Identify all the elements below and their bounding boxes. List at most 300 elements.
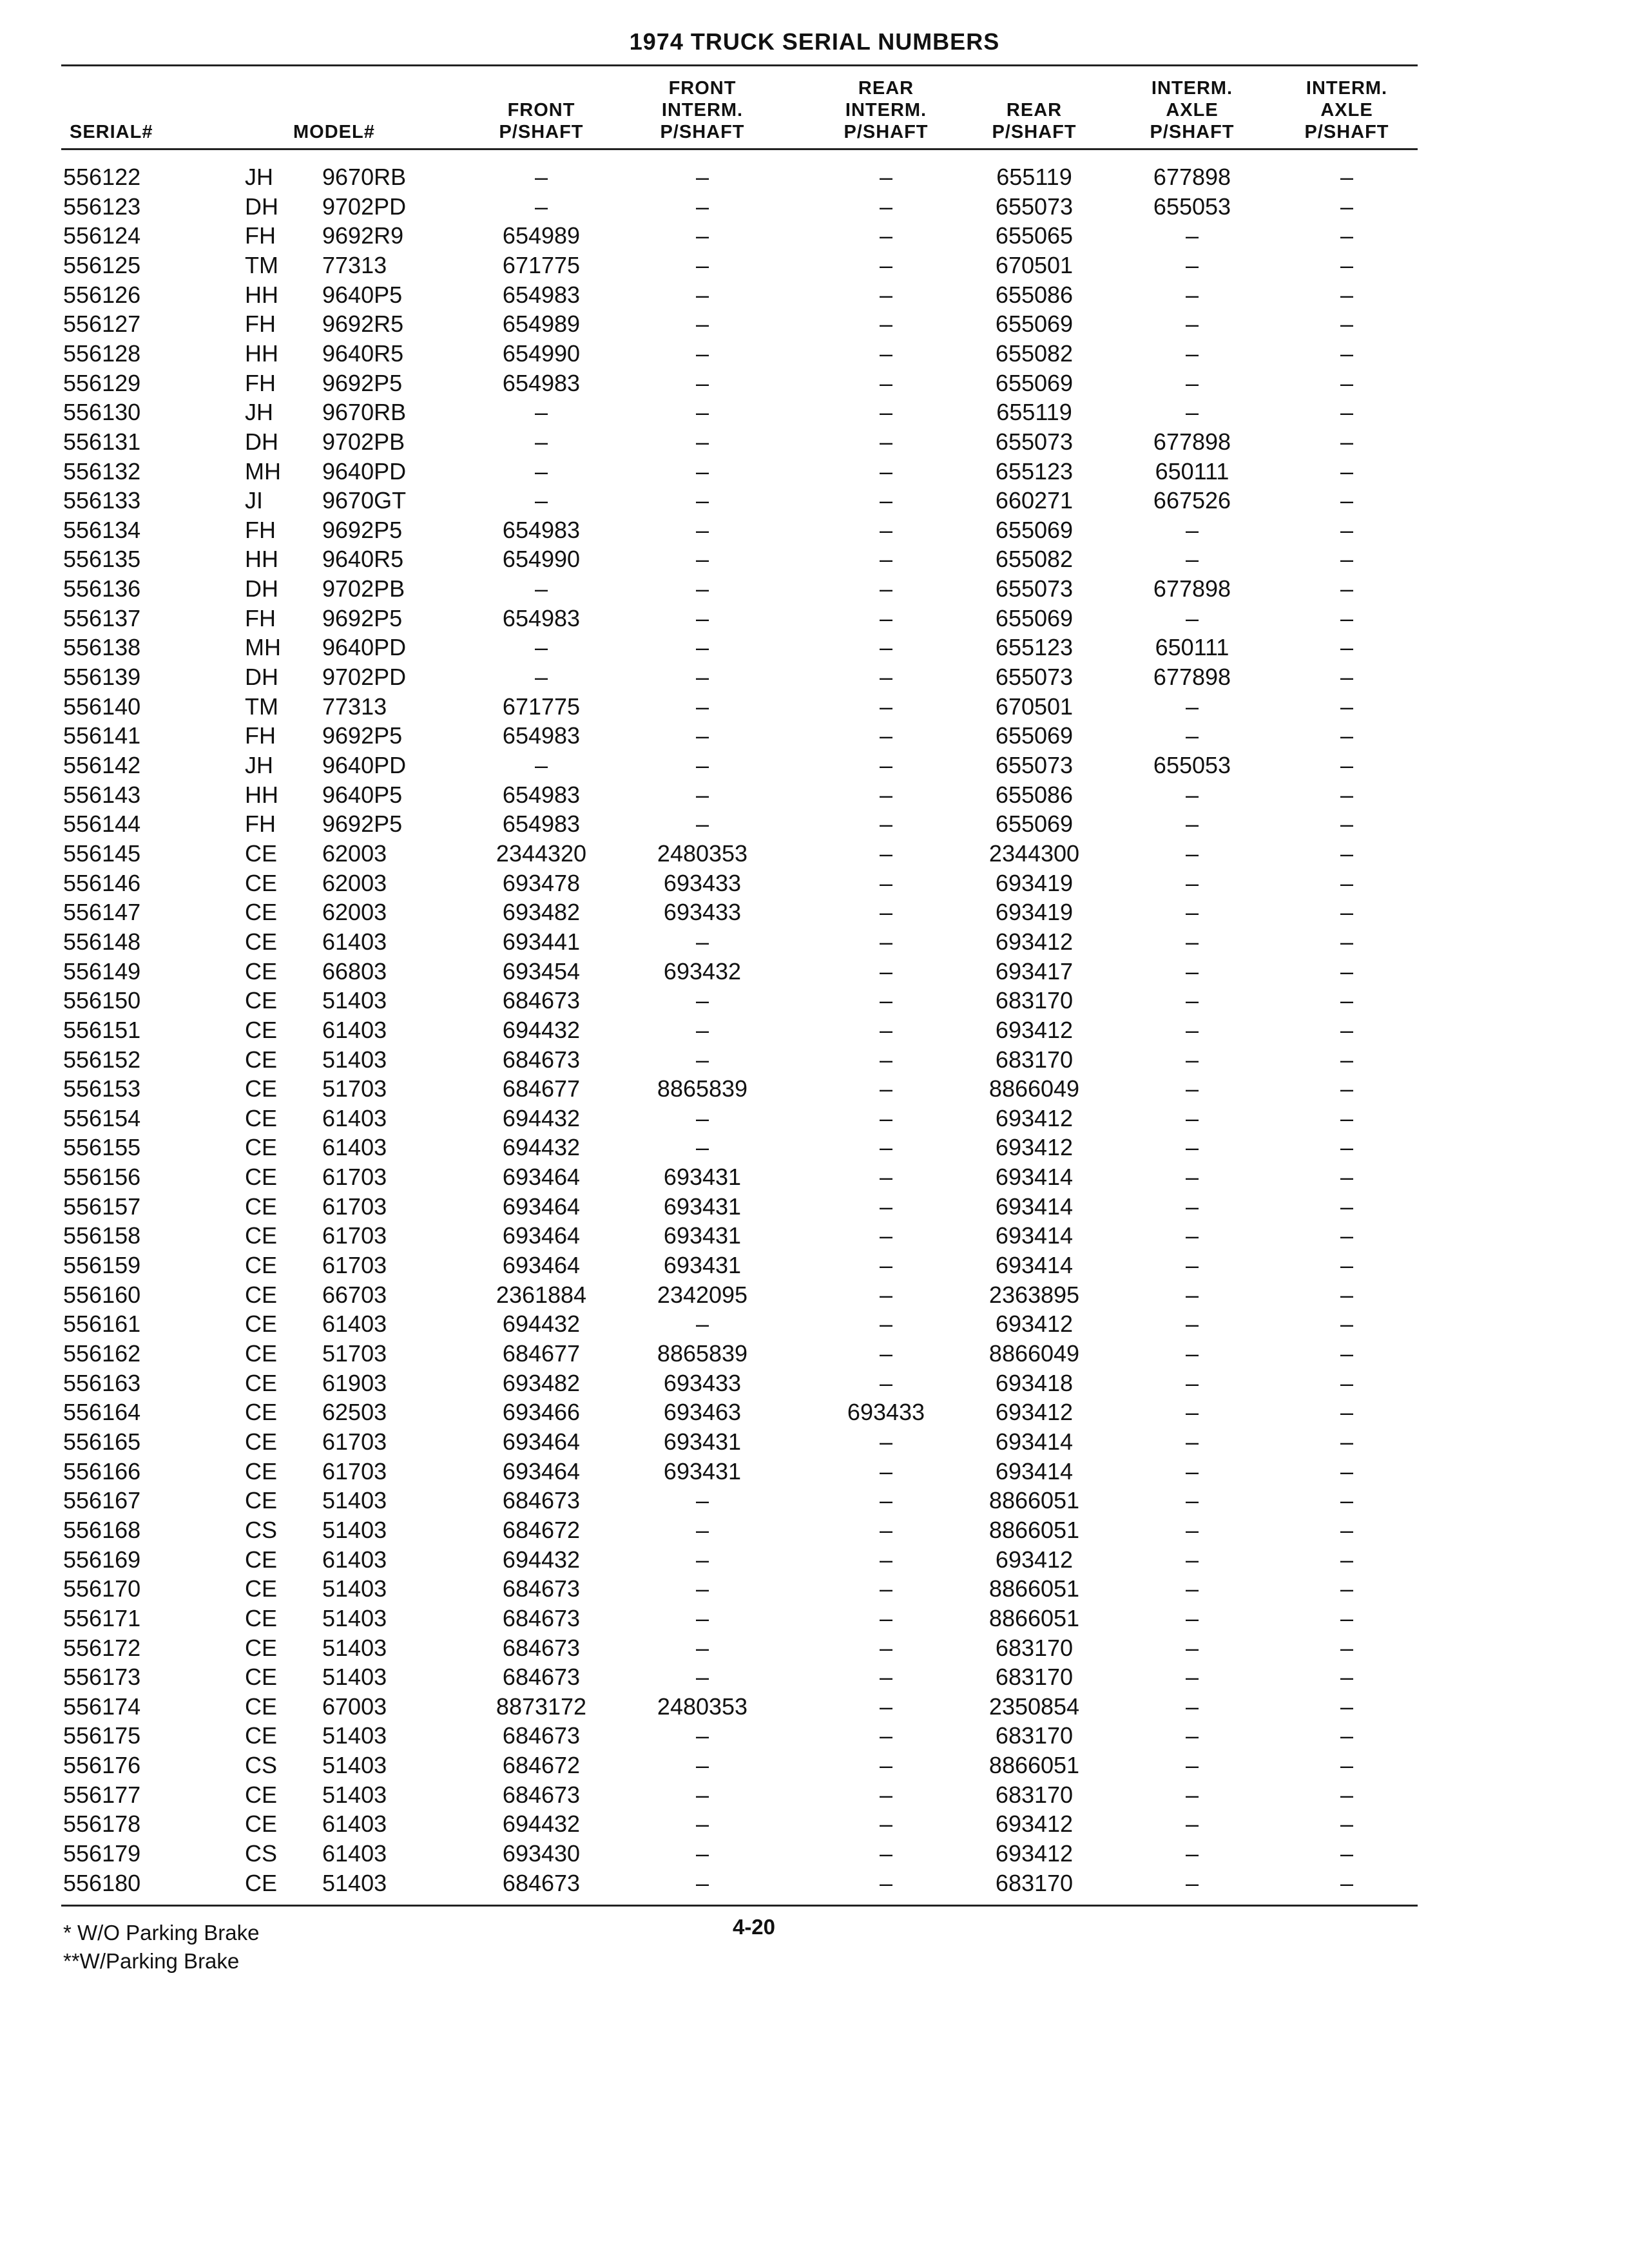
table-row (0, 1309, 1629, 1339)
serial-cell: 556154 (63, 1104, 141, 1131)
model-number-cell: 9692R9 (322, 222, 404, 249)
interm-axle-pshaft-cell: – (1185, 1075, 1199, 1102)
interm-axle-pshaft-cell: 650111 (1155, 457, 1229, 485)
front-pshaft-cell: 693464 (502, 1222, 581, 1249)
front-pshaft-cell: 654983 (502, 516, 581, 543)
rear-interm-pshaft-cell: – (879, 1869, 893, 1896)
table-row (0, 1427, 1629, 1457)
interm-axle-pshaft-2-cell: – (1340, 1516, 1354, 1543)
serial-cell: 556163 (63, 1369, 141, 1396)
model-number-cell: 61403 (322, 1134, 387, 1161)
table-row (0, 721, 1629, 751)
table-row (0, 1104, 1629, 1133)
front-interm-pshaft-cell: – (695, 340, 709, 367)
table-row (0, 1192, 1629, 1222)
interm-axle-pshaft-2-cell: – (1340, 516, 1354, 543)
model-code-cell: CE (245, 1487, 278, 1514)
front-interm-pshaft-cell: – (695, 1516, 709, 1543)
header-model: MODEL# (293, 122, 375, 142)
model-number-cell: 61703 (322, 1193, 387, 1220)
rear-pshaft-cell: 655086 (995, 781, 1074, 808)
rear-interm-pshaft-cell: – (879, 457, 893, 485)
rear-pshaft-cell: 670501 (995, 251, 1074, 278)
serial-cell: 556166 (63, 1457, 141, 1485)
rear-pshaft-cell: 8866051 (988, 1487, 1080, 1514)
model-code-cell: CE (245, 1546, 278, 1573)
serial-cell: 556169 (63, 1546, 141, 1573)
interm-axle-pshaft-cell: 677898 (1153, 428, 1231, 455)
model-number-cell: 62003 (322, 869, 387, 896)
front-pshaft-cell: 694432 (502, 1546, 581, 1573)
serial-cell: 556150 (63, 987, 141, 1014)
table-row (0, 309, 1629, 339)
interm-axle-pshaft-2-cell: – (1340, 369, 1354, 396)
table-row (0, 1369, 1629, 1398)
rear-interm-pshaft-cell: – (879, 869, 893, 896)
interm-axle-pshaft-2-cell: – (1340, 987, 1354, 1014)
model-number-cell: 66703 (322, 1281, 387, 1308)
front-interm-pshaft-cell: – (695, 1311, 709, 1338)
header-front-interm-pshaft: FRONT INTERM. P/SHAFT (660, 78, 745, 142)
interm-axle-pshaft-cell: – (1185, 957, 1199, 985)
rear-interm-pshaft-cell: – (879, 957, 893, 985)
front-pshaft-cell: 654983 (502, 604, 581, 631)
model-number-cell: 51403 (322, 1634, 387, 1661)
rear-pshaft-cell: 683170 (995, 1722, 1074, 1749)
serial-cell: 556149 (63, 957, 141, 985)
model-code-cell: CE (245, 1575, 278, 1602)
serial-cell: 556133 (63, 487, 141, 514)
front-pshaft-cell: 684673 (502, 1634, 581, 1661)
model-number-cell: 61703 (322, 1457, 387, 1485)
front-pshaft-cell: 684673 (502, 1664, 581, 1691)
front-pshaft-cell: 694432 (502, 1134, 581, 1161)
serial-cell: 556130 (63, 399, 141, 426)
front-pshaft-cell: 684672 (502, 1752, 581, 1779)
rear-pshaft-cell: 683170 (995, 1634, 1074, 1661)
rear-interm-pshaft-cell: – (879, 1046, 893, 1073)
model-number-cell: 9670RB (322, 164, 407, 190)
front-interm-pshaft-cell: – (695, 1487, 709, 1514)
rear-interm-pshaft-cell: – (879, 899, 893, 926)
front-pshaft-cell: – (534, 634, 548, 661)
model-code-cell: MH (245, 457, 281, 485)
front-pshaft-cell: 694432 (502, 1104, 581, 1131)
interm-axle-pshaft-cell: – (1185, 1546, 1199, 1573)
rear-interm-pshaft-cell: – (879, 722, 893, 749)
model-number-cell: 9640R5 (322, 340, 404, 367)
model-number-cell: 51403 (322, 1046, 387, 1073)
rear-pshaft-cell: 2363895 (988, 1281, 1080, 1308)
header-interm-axle-pshaft: INTERM. AXLE P/SHAFT (1150, 78, 1235, 142)
rear-pshaft-cell: 683170 (995, 987, 1074, 1014)
rear-pshaft-cell: 693414 (995, 1222, 1074, 1249)
model-code-cell: CE (245, 1075, 278, 1102)
interm-axle-pshaft-2-cell: – (1340, 164, 1354, 190)
interm-axle-pshaft-2-cell: – (1340, 1340, 1354, 1367)
table-row (0, 1869, 1629, 1898)
table-row (0, 986, 1629, 1015)
interm-axle-pshaft-2-cell: – (1340, 1075, 1354, 1102)
model-code-cell: CE (245, 840, 278, 867)
model-code-cell: CE (245, 1722, 278, 1749)
rear-pshaft-cell: 693412 (995, 1311, 1074, 1338)
front-pshaft-cell: 671775 (502, 251, 581, 278)
serial-cell: 556148 (63, 928, 141, 955)
model-number-cell: 61403 (322, 1311, 387, 1338)
interm-axle-pshaft-cell: – (1185, 928, 1199, 955)
interm-axle-pshaft-cell: – (1185, 1664, 1199, 1691)
rear-pshaft-cell: 2350854 (988, 1693, 1080, 1720)
model-code-cell: CE (245, 1222, 278, 1249)
interm-axle-pshaft-2-cell: – (1340, 546, 1354, 573)
rear-interm-pshaft-cell: – (879, 1516, 893, 1543)
rear-interm-pshaft-cell: – (879, 693, 893, 720)
model-code-cell: JH (245, 399, 273, 426)
interm-axle-pshaft-cell: – (1185, 811, 1199, 838)
serial-cell: 556159 (63, 1252, 141, 1279)
serial-cell: 556155 (63, 1134, 141, 1161)
rear-pshaft-cell: 655065 (995, 222, 1074, 249)
front-pshaft-cell: 654983 (502, 722, 581, 749)
front-interm-pshaft-cell: – (695, 222, 709, 249)
rear-interm-pshaft-cell: 693433 (847, 1399, 925, 1426)
rear-pshaft-cell: 8866049 (988, 1340, 1080, 1367)
front-pshaft-cell: 693464 (502, 1457, 581, 1485)
rear-interm-pshaft-cell: – (879, 193, 893, 220)
rear-pshaft-cell: 693414 (995, 1457, 1074, 1485)
interm-axle-pshaft-2-cell: – (1340, 1104, 1354, 1131)
model-code-cell: HH (245, 781, 278, 808)
model-code-cell: CS (245, 1752, 278, 1779)
interm-axle-pshaft-2-cell: – (1340, 1811, 1354, 1838)
serial-cell: 556171 (63, 1604, 141, 1631)
table-row (0, 515, 1629, 545)
model-number-cell: 51403 (322, 1664, 387, 1691)
model-code-cell: HH (245, 340, 278, 367)
model-code-cell: CE (245, 987, 278, 1014)
table-row (0, 780, 1629, 810)
rear-pshaft-cell: 693412 (995, 928, 1074, 955)
serial-cell: 556152 (63, 1046, 141, 1073)
rear-interm-pshaft-cell: – (879, 1164, 893, 1191)
model-number-cell: 9640PD (322, 752, 407, 778)
front-interm-pshaft-cell: – (695, 1781, 709, 1808)
model-code-cell: JI (245, 487, 264, 514)
interm-axle-pshaft-cell: – (1185, 369, 1199, 396)
interm-axle-pshaft-2-cell: – (1340, 664, 1354, 691)
front-interm-pshaft-cell: 2480353 (657, 840, 748, 867)
table-row (0, 369, 1629, 398)
rear-interm-pshaft-cell: – (879, 1075, 893, 1102)
table-row (0, 339, 1629, 369)
table-row (0, 1280, 1629, 1310)
rear-pshaft-cell: 8866051 (988, 1575, 1080, 1602)
serial-cell: 556124 (63, 222, 141, 249)
interm-axle-pshaft-cell: – (1185, 1781, 1199, 1808)
interm-axle-pshaft-cell: – (1185, 311, 1199, 338)
model-code-cell: JH (245, 752, 273, 778)
interm-axle-pshaft-cell: – (1185, 869, 1199, 896)
front-interm-pshaft-cell: – (695, 781, 709, 808)
front-pshaft-cell: 2344320 (496, 840, 587, 867)
model-number-cell: 61403 (322, 1546, 387, 1573)
table-row (0, 1574, 1629, 1604)
interm-axle-pshaft-2-cell: – (1340, 899, 1354, 926)
serial-cell: 556137 (63, 604, 141, 631)
serial-cell: 556134 (63, 516, 141, 543)
interm-axle-pshaft-cell: 677898 (1153, 164, 1231, 190)
rear-interm-pshaft-cell: – (879, 928, 893, 955)
model-number-cell: 51403 (322, 1722, 387, 1749)
table-row (0, 1339, 1629, 1369)
rear-interm-pshaft-cell: – (879, 1693, 893, 1720)
front-pshaft-cell: 693482 (502, 899, 581, 926)
serial-cell: 556174 (63, 1693, 141, 1720)
front-pshaft-cell: – (534, 164, 548, 190)
serial-cell: 556128 (63, 340, 141, 367)
rear-pshaft-cell: 655119 (996, 164, 1072, 190)
interm-axle-pshaft-cell: – (1185, 1252, 1199, 1279)
front-interm-pshaft-cell: 693431 (663, 1428, 742, 1455)
rear-pshaft-cell: 655073 (995, 575, 1074, 602)
model-code-cell: FH (245, 722, 276, 749)
rear-interm-pshaft-cell: – (879, 987, 893, 1014)
front-pshaft-cell: – (534, 752, 548, 778)
front-interm-pshaft-cell: – (695, 1840, 709, 1867)
serial-cell: 556176 (63, 1752, 141, 1779)
table-row (0, 1633, 1629, 1663)
serial-cell: 556132 (63, 457, 141, 485)
model-number-cell: 51403 (322, 1604, 387, 1631)
interm-axle-pshaft-cell: – (1185, 1281, 1199, 1308)
rear-interm-pshaft-cell: – (879, 428, 893, 455)
table-row (0, 1662, 1629, 1692)
interm-axle-pshaft-cell: – (1185, 1134, 1199, 1161)
rear-pshaft-cell: 655086 (995, 281, 1074, 308)
front-interm-pshaft-cell: 693431 (663, 1164, 742, 1191)
front-pshaft-cell: 684673 (502, 1575, 581, 1602)
model-number-cell: 51403 (322, 1516, 387, 1543)
model-code-cell: CE (245, 1664, 278, 1691)
serial-cell: 556173 (63, 1664, 141, 1691)
front-interm-pshaft-cell: – (695, 1546, 709, 1573)
rear-pshaft-cell: 683170 (995, 1869, 1074, 1896)
interm-axle-pshaft-cell: – (1185, 1811, 1199, 1838)
interm-axle-pshaft-2-cell: – (1340, 1664, 1354, 1691)
interm-axle-pshaft-cell: 667526 (1153, 487, 1231, 514)
model-code-cell: TM (245, 251, 278, 278)
front-interm-pshaft-cell: – (695, 369, 709, 396)
rear-interm-pshaft-cell: – (879, 369, 893, 396)
rear-pshaft-cell: 693414 (995, 1252, 1074, 1279)
interm-axle-pshaft-2-cell: – (1340, 340, 1354, 367)
interm-axle-pshaft-2-cell: – (1340, 1487, 1354, 1514)
interm-axle-pshaft-cell: – (1185, 516, 1199, 543)
table-row (0, 1457, 1629, 1486)
interm-axle-pshaft-2-cell: – (1340, 928, 1354, 955)
model-number-cell: 9692P5 (322, 722, 403, 749)
front-interm-pshaft-cell: 693433 (663, 1369, 742, 1396)
rear-pshaft-cell: 693412 (995, 1104, 1074, 1131)
front-interm-pshaft-cell: 693432 (663, 957, 742, 985)
interm-axle-pshaft-cell: – (1185, 399, 1199, 426)
interm-axle-pshaft-cell: – (1185, 281, 1199, 308)
model-number-cell: 9640PD (322, 457, 407, 485)
rear-interm-pshaft-cell: – (879, 1369, 893, 1396)
front-interm-pshaft-cell: – (695, 664, 709, 691)
model-code-cell: CE (245, 1811, 278, 1838)
interm-axle-pshaft-2-cell: – (1340, 1634, 1354, 1661)
model-code-cell: FH (245, 604, 276, 631)
interm-axle-pshaft-cell: – (1185, 1340, 1199, 1367)
rear-interm-pshaft-cell: – (879, 1781, 893, 1808)
front-pshaft-cell: – (534, 664, 548, 691)
table-row (0, 398, 1629, 427)
header-top-rule (61, 64, 1418, 66)
front-interm-pshaft-cell: – (695, 546, 709, 573)
rear-interm-pshaft-cell: – (879, 222, 893, 249)
rear-interm-pshaft-cell: – (879, 399, 893, 426)
interm-axle-pshaft-cell: – (1185, 546, 1199, 573)
serial-cell: 556125 (63, 251, 141, 278)
front-pshaft-cell: – (534, 457, 548, 485)
interm-axle-pshaft-cell: – (1185, 1104, 1199, 1131)
table-row (0, 486, 1629, 515)
interm-axle-pshaft-2-cell: – (1340, 722, 1354, 749)
table-row (0, 692, 1629, 722)
table-row (0, 1692, 1629, 1722)
interm-axle-pshaft-2-cell: – (1340, 1575, 1354, 1602)
front-interm-pshaft-cell: 8865839 (657, 1340, 748, 1367)
table-row (0, 1545, 1629, 1575)
front-pshaft-cell: 654983 (502, 369, 581, 396)
rear-pshaft-cell: 693412 (995, 1134, 1074, 1161)
page-number: 4-20 (732, 1915, 776, 1939)
model-code-cell: FH (245, 222, 276, 249)
front-interm-pshaft-cell: 2342095 (657, 1281, 748, 1308)
front-pshaft-cell: 654990 (502, 546, 581, 573)
serial-cell: 556135 (63, 546, 141, 573)
serial-cell: 556177 (63, 1781, 141, 1808)
interm-axle-pshaft-2-cell: – (1340, 281, 1354, 308)
rear-pshaft-cell: 693414 (995, 1193, 1074, 1220)
model-number-cell: 9640PD (322, 634, 407, 661)
serial-cell: 556129 (63, 369, 141, 396)
front-interm-pshaft-cell: – (695, 722, 709, 749)
table-row (0, 1809, 1629, 1839)
interm-axle-pshaft-2-cell: – (1340, 1722, 1354, 1749)
rear-interm-pshaft-cell: – (879, 164, 893, 190)
front-pshaft-cell: 684673 (502, 1604, 581, 1631)
rear-interm-pshaft-cell: – (879, 1634, 893, 1661)
table-row (0, 869, 1629, 898)
interm-axle-pshaft-cell: – (1185, 1516, 1199, 1543)
rear-interm-pshaft-cell: – (879, 1722, 893, 1749)
model-number-cell: 9692P5 (322, 516, 403, 543)
rear-interm-pshaft-cell: – (879, 1457, 893, 1485)
model-number-cell: 61703 (322, 1428, 387, 1455)
model-number-cell: 77313 (322, 693, 387, 720)
rear-interm-pshaft-cell: – (879, 340, 893, 367)
front-interm-pshaft-cell: 693463 (663, 1399, 742, 1426)
table-row (0, 1721, 1629, 1751)
interm-axle-pshaft-cell: – (1185, 722, 1199, 749)
table-row (0, 192, 1629, 222)
table-row (0, 1751, 1629, 1780)
front-pshaft-cell: – (534, 428, 548, 455)
rear-pshaft-cell: 655069 (995, 811, 1074, 838)
table-bottom-rule (61, 1905, 1418, 1907)
front-interm-pshaft-cell: – (695, 1046, 709, 1073)
interm-axle-pshaft-cell: – (1185, 1693, 1199, 1720)
rear-pshaft-cell: 693412 (995, 1840, 1074, 1867)
model-number-cell: 9692P5 (322, 811, 403, 838)
serial-cell: 556165 (63, 1428, 141, 1455)
model-number-cell: 9692R5 (322, 311, 404, 338)
front-pshaft-cell: – (534, 399, 548, 426)
model-code-cell: HH (245, 281, 278, 308)
interm-axle-pshaft-2-cell: – (1340, 487, 1354, 514)
model-code-cell: HH (245, 546, 278, 573)
interm-axle-pshaft-2-cell: – (1340, 840, 1354, 867)
table-row (0, 1015, 1629, 1045)
interm-axle-pshaft-cell: – (1185, 1840, 1199, 1867)
table-row (0, 427, 1629, 457)
rear-pshaft-cell: 655069 (995, 722, 1074, 749)
interm-axle-pshaft-cell: – (1185, 222, 1199, 249)
rear-interm-pshaft-cell: – (879, 1428, 893, 1455)
front-pshaft-cell: 693441 (502, 928, 581, 955)
rear-pshaft-cell: 683170 (995, 1046, 1074, 1073)
rear-pshaft-cell: 8866051 (988, 1604, 1080, 1631)
front-pshaft-cell: 8873172 (496, 1693, 587, 1720)
model-code-cell: FH (245, 811, 276, 838)
table-row (0, 809, 1629, 839)
model-number-cell: 61703 (322, 1164, 387, 1191)
rear-pshaft-cell: 660271 (995, 487, 1074, 514)
interm-axle-pshaft-cell: 677898 (1153, 575, 1231, 602)
rear-interm-pshaft-cell: – (879, 1546, 893, 1573)
model-number-cell: 9702PB (322, 428, 405, 455)
interm-axle-pshaft-2-cell: – (1340, 311, 1354, 338)
model-number-cell: 9670GT (322, 487, 407, 514)
front-interm-pshaft-cell: – (695, 1752, 709, 1779)
model-number-cell: 66803 (322, 957, 387, 985)
rear-pshaft-cell: 655069 (995, 311, 1074, 338)
model-code-cell: CE (245, 1428, 278, 1455)
interm-axle-pshaft-2-cell: – (1340, 575, 1354, 602)
header-interm-axle-pshaft-2: INTERM. AXLE P/SHAFT (1304, 78, 1389, 142)
rear-pshaft-cell: 655082 (995, 340, 1074, 367)
interm-axle-pshaft-2-cell: – (1340, 869, 1354, 896)
model-code-cell: CE (245, 1399, 278, 1426)
model-code-cell: CE (245, 957, 278, 985)
front-interm-pshaft-cell: – (695, 281, 709, 308)
interm-axle-pshaft-cell: – (1185, 1428, 1199, 1455)
interm-axle-pshaft-2-cell: – (1340, 1869, 1354, 1896)
table-row (0, 633, 1629, 662)
table-row (0, 1162, 1629, 1192)
front-pshaft-cell: 693454 (502, 957, 581, 985)
table-row (0, 162, 1629, 192)
interm-axle-pshaft-2-cell: – (1340, 193, 1354, 220)
rear-interm-pshaft-cell: – (879, 311, 893, 338)
table-row (0, 957, 1629, 986)
front-pshaft-cell: 654990 (502, 340, 581, 367)
footnote-with-parking-brake: **W/Parking Brake (63, 1949, 240, 1973)
interm-axle-pshaft-2-cell: – (1340, 1222, 1354, 1249)
